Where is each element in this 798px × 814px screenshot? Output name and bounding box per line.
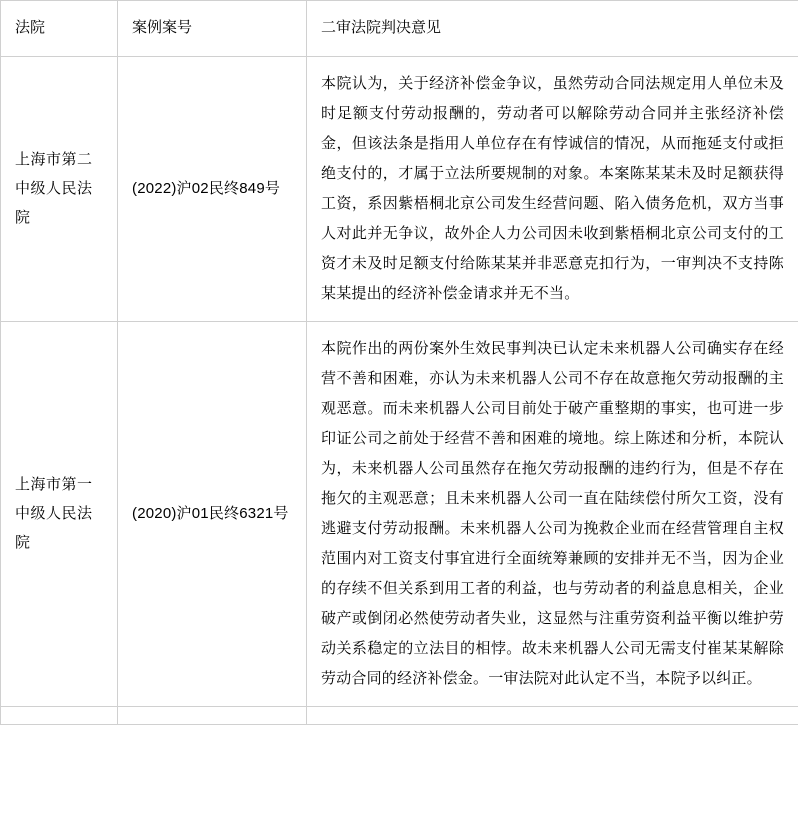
cell-case-number: (2022)沪02民终849号 [118,56,307,321]
cell-court-partial [1,706,118,724]
table-header [1,1,798,57]
cell-case-number: (2020)沪01民终6321号 [118,321,307,706]
cell-court: 上海市第二中级人民法院 [1,56,118,321]
table-row-partial [1,706,798,724]
cell-opinion-partial [307,706,798,724]
table-row [1,321,798,706]
column-header-court: 法院 [1,1,118,57]
cell-opinion: 本院作出的两份案外生效民事判决已认定未来机器人公司确实存在经营不善和困难，亦认为未来机器人公司不存在故意拖欠劳动报酬的主观恶意。而未来机器人公司目前处于破产重整期的事实，也可进一步印证公司之前处于经营不善和困难的境地。综上陈述和分析，本院认为，未来机器人公司虽然存在拖欠劳动报酬的违约行为，但是不存在拖欠的主观恶意；且未来机器人公司一直在陆续偿付所欠工资，没有逃避支付劳动报酬。未来机器人公司为挽救企业而在经营管理自主权范围内对工资支付事宜进行全面统筹兼顾的安排并无不当，因为企业的存续不但关系到用工者的利益，也与劳动者的利益息息相关，企业破产或倒闭必然使劳动者失业，这显然与注重劳资利益平衡以维护劳动关系稳定的立法目的相悖。故未来机器人公司无需支付崔某某解除劳动合同的经济补偿金。一审法院对此认定不当，本院予以纠正。 [307,321,798,706]
cell-court: 上海市第一中级人民法院 [1,321,118,706]
table-row [1,56,798,321]
column-header-case-number: 案例案号 [118,1,307,57]
table-body [1,56,798,724]
column-header-opinion: 二审法院判决意见 [307,1,798,57]
table-header-row [1,1,798,57]
cell-case-number-partial [118,706,307,724]
cell-opinion: 本院认为，关于经济补偿金争议，虽然劳动合同法规定用人单位未及时足额支付劳动报酬的，劳动者可以解除劳动合同并主张经济补偿金，但该法条是指用人单位存在有悖诚信的情况，从而拖延支付或拒绝支付的，才属于立法所要规制的对象。本案陈某某未及时足额获得工资，系因紫梧桐北京公司发生经营问题、陷入债务危机，双方当事人对此并无争议，故外企人力公司因未收到紫梧桐北京公司支付的工资才未及时足额支付给陈某某并非恶意克扣行为，一审判决不支持陈某某提出的经济补偿金请求并无不当。 [307,56,798,321]
